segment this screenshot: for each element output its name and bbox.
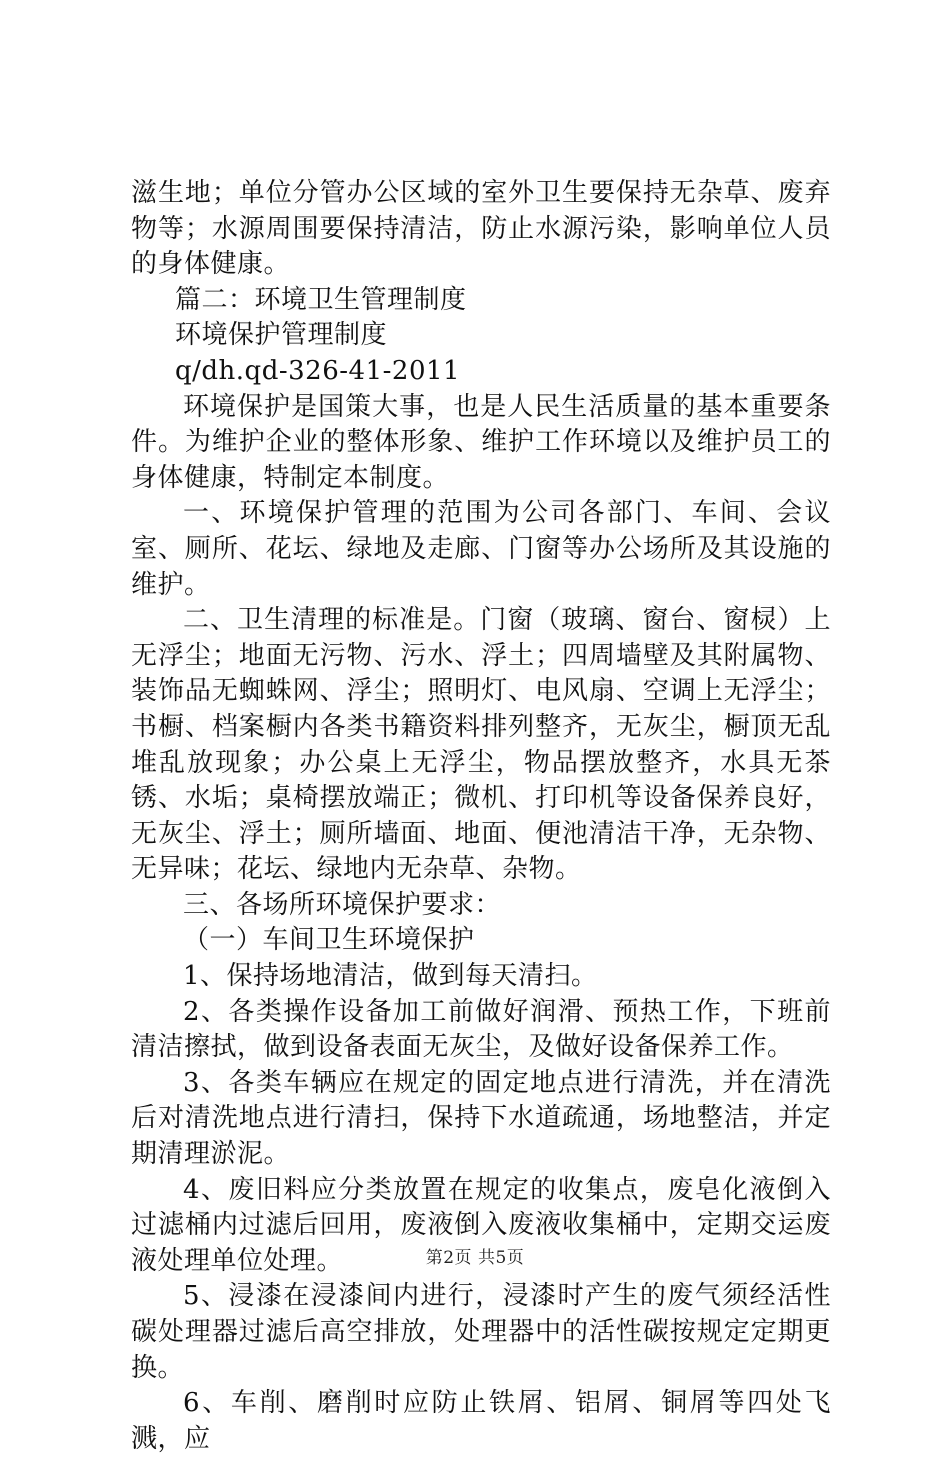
list-item: 6、车削、磨削时应防止铁屑、铝屑、铜屑等四处飞溅，应	[131, 1388, 831, 1454]
section-heading: 篇二：环境卫生管理制度	[175, 284, 467, 315]
list-item: 3、各类车辆应在规定的固定地点进行清洗，并在清洗后对清洗地点进行清扫，保持下水道疏通，场地整洁，并定期清理淤泥。	[131, 1067, 831, 1170]
page-number-footer: 第2页 共5页	[425, 1248, 525, 1268]
paragraph-continuation: 滋生地；单位分管办公区域的室外卫生要保持无杂草、废弃物等；水源周围要保持清洁，防止水源污染，影响单位人员的身体健康。	[131, 178, 831, 280]
document-title: 环境保护管理制度	[175, 320, 388, 351]
document-code: q/dh.qd-326-41-2011	[175, 355, 461, 386]
paragraph-intro: 环境保护是国策大事，也是人民生活质量的基本重要条件。为维护企业的整体形象、维护工作环境以及维护员工的身体健康，特制定本制度。	[131, 391, 831, 493]
list-item: 5、浸漆在浸漆间内进行，浸漆时产生的废气须经活性碳处理器过滤后高空排放，处理器中的活性碳按规定定期更换。	[131, 1281, 831, 1383]
paragraph-standards: 二、卫生清理的标准是。门窗（玻璃、窗台、窗棂）上无浮尘；地面无污物、污水、浮土；四周墙壁及其附属物、装饰品无蜘蛛网、浮尘；照明灯、电风扇、空调上无浮尘；书橱、档案橱内各类书籍资料排列整齐，无灰尘，橱顶无乱堆乱放现象；办公桌上无浮尘，物品摆放整齐，水具无茶锈、水垢；桌椅摆放端正；微机、打印机等设备保养良好，无灰尘、浮土；厕所墙面、地面、便池清洁干净，无杂物、无异味；花坛、绿地内无杂草、杂物。	[131, 605, 831, 885]
list-item: 4、废旧料应分类放置在规定的收集点，废皂化液倒入过滤桶内过滤后回用，废液倒入废液收集桶中，定期交运废液处理单位处理。	[131, 1174, 831, 1276]
paragraph-scope: 一、环境保护管理的范围为公司各部门、车间、会议室、厕所、花坛、绿地及走廊、门窗等办公场所及其设施的维护。	[131, 498, 831, 600]
paragraph-requirements-heading: 三、各场所环境保护要求：	[183, 889, 502, 920]
paragraph-workshop-heading: （一）车间卫生环境保护	[183, 925, 475, 956]
list-item: 1、保持场地清洁，做到每天清扫。	[183, 961, 598, 992]
list-item: 2、各类操作设备加工前做好润滑、预热工作，下班前清洁擦拭，做到设备表面无灰尘，及做好设备保养工作。	[131, 996, 831, 1063]
